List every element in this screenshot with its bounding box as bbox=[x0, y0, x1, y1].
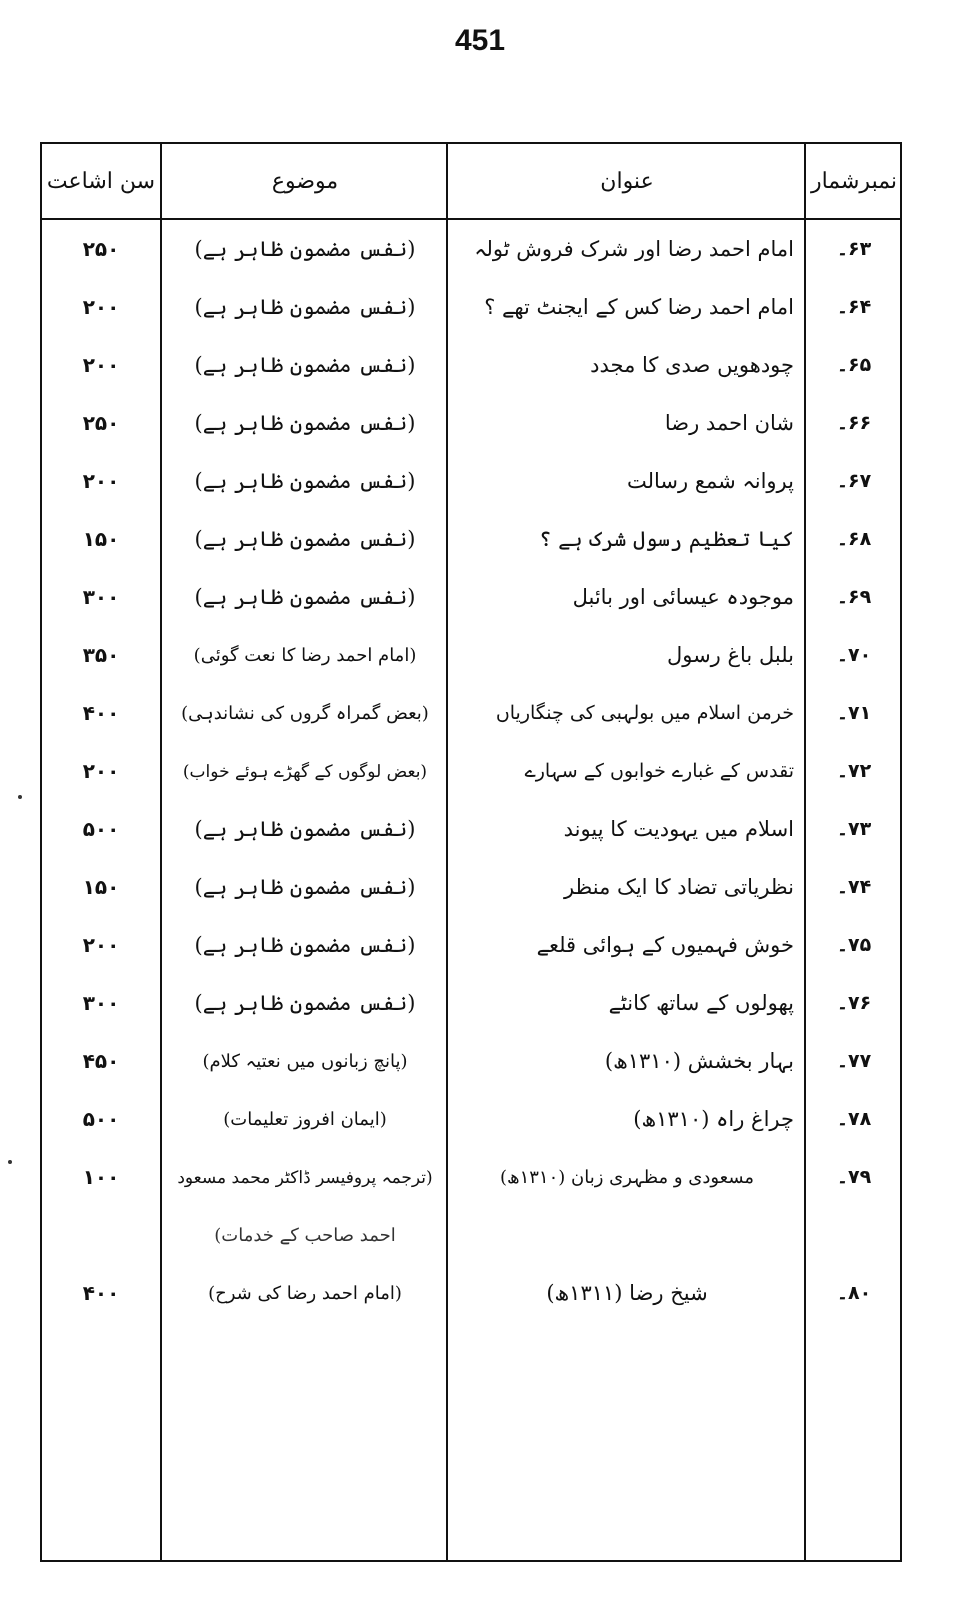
topic-cell: (نفس مضمون ظاہر ہے) bbox=[194, 875, 416, 899]
title-cell: پھولوں کے ساتھ کانٹے bbox=[608, 991, 794, 1015]
year-cell: ۳۰۰ bbox=[82, 585, 120, 609]
table-row bbox=[42, 510, 900, 568]
table-row bbox=[42, 684, 900, 742]
topic-cell: (ایمان افروز تعلیمات) bbox=[223, 1108, 387, 1130]
topic-cell: (نفس مضمون ظاہر ہے) bbox=[194, 295, 416, 319]
number-cell: ۶۵۔ bbox=[836, 354, 872, 376]
year-cell: ۲۰۰ bbox=[82, 469, 120, 493]
year-cell: ۱۵۰ bbox=[82, 527, 120, 551]
year-cell: ۴۰۰ bbox=[82, 701, 120, 725]
table-row bbox=[42, 1148, 900, 1206]
table-row bbox=[42, 336, 900, 394]
year-cell: ۱۰۰ bbox=[82, 1165, 120, 1189]
number-cell: ۷۰۔ bbox=[836, 644, 872, 666]
year-cell: ۳۵۰ bbox=[82, 643, 120, 667]
topic-cell: (ترجمہ پروفیسر ڈاکٹر محمد مسعود bbox=[177, 1167, 433, 1188]
number-cell: ۷۷۔ bbox=[836, 1050, 872, 1072]
title-cell: امام احمد رضا کس کے ایجنٹ تھے ؟ bbox=[484, 295, 794, 319]
topic-cell: (نفس مضمون ظاہر ہے) bbox=[194, 527, 416, 551]
topic-cell: (امام احمد رضا کی شرح) bbox=[208, 1282, 402, 1304]
topic-cell: (بعض لوگوں کے گھڑے ہوئے خواب) bbox=[182, 761, 428, 782]
table-row bbox=[42, 626, 900, 684]
title-cell: شان احمد رضا bbox=[664, 411, 794, 435]
title-cell: بلبل باغ رسول bbox=[666, 643, 794, 667]
year-cell: ۲۰۰ bbox=[82, 295, 120, 319]
header-year: سن اشاعت bbox=[46, 168, 156, 194]
title-cell: کیا تعظیم رسول شرک ہے ؟ bbox=[539, 527, 794, 551]
title-cell: پروانہ شمع رسالت bbox=[627, 469, 794, 493]
topic-cell: (نفس مضمون ظاہر ہے) bbox=[194, 817, 416, 841]
topic-cell: (نفس مضمون ظاہر ہے) bbox=[194, 469, 416, 493]
number-cell: ۷۴۔ bbox=[836, 876, 872, 898]
topic-cell: (امام احمد رضا کا نعت گوئی) bbox=[193, 644, 417, 666]
year-cell: ۱۵۰ bbox=[82, 875, 120, 899]
topic-cell: (بعض گمراہ گروں کی نشاندہی) bbox=[181, 702, 429, 724]
number-cell: ۶۷۔ bbox=[836, 470, 872, 492]
number-cell: ۷۶۔ bbox=[836, 992, 872, 1014]
title-cell: خرمن اسلام میں بولہبی کی چنگاریاں bbox=[495, 702, 794, 724]
title-cell: چودھویں صدی کا مجدد bbox=[590, 353, 794, 377]
year-cell: ۲۵۰ bbox=[82, 237, 120, 261]
title-cell: بہار بخشش (۱۳۱۰ھ) bbox=[604, 1049, 794, 1073]
table-row bbox=[42, 278, 900, 336]
topic-cell: (نفس مضمون ظاہر ہے) bbox=[194, 237, 416, 261]
table-row bbox=[42, 568, 900, 626]
header-title: عنوان bbox=[600, 168, 654, 194]
number-cell: ۶۸۔ bbox=[836, 528, 872, 550]
title-cell: اسلام میں یہودیت کا پیوند bbox=[563, 817, 794, 841]
table-row bbox=[42, 800, 900, 858]
table-body bbox=[42, 220, 900, 1560]
table-row bbox=[42, 1090, 900, 1148]
title-cell: تقدس کے غبارے خوابوں کے سہارے bbox=[524, 760, 794, 782]
year-cell: ۵۰۰ bbox=[82, 817, 120, 841]
table-row bbox=[42, 742, 900, 800]
page-number: 451 bbox=[454, 24, 506, 57]
scan-speck bbox=[18, 795, 22, 799]
table-row bbox=[42, 394, 900, 452]
number-cell: ۶۳۔ bbox=[836, 238, 872, 260]
title-cell: امام احمد رضا اور شرک فروش ٹولہ bbox=[474, 237, 794, 261]
table-row bbox=[42, 1264, 900, 1322]
year-cell: ۲۰۰ bbox=[82, 353, 120, 377]
topic-cell: (نفس مضمون ظاہر ہے) bbox=[194, 585, 416, 609]
number-cell: ۷۵۔ bbox=[836, 934, 872, 956]
table-row-continuation bbox=[42, 1206, 900, 1264]
table-row bbox=[42, 916, 900, 974]
title-cell: موجودہ عیسائی اور بائبل bbox=[572, 585, 794, 609]
year-cell: ۵۰۰ bbox=[82, 1107, 120, 1131]
number-cell: ۷۳۔ bbox=[836, 818, 872, 840]
year-cell: ۲۰۰ bbox=[82, 933, 120, 957]
year-cell: ۲۰۰ bbox=[82, 759, 120, 783]
table-row bbox=[42, 452, 900, 510]
title-cell: نظریاتی تضاد کا ایک منظر bbox=[563, 875, 794, 899]
number-cell: ۶۴۔ bbox=[836, 296, 872, 318]
number-cell: ۷۱۔ bbox=[836, 702, 872, 724]
topic-cell: (نفس مضمون ظاہر ہے) bbox=[194, 411, 416, 435]
number-cell: ۸۰۔ bbox=[836, 1282, 872, 1304]
year-cell: ۳۰۰ bbox=[82, 991, 120, 1015]
topic-cell: (پانچ زبانوں میں نعتیہ کلام) bbox=[202, 1050, 408, 1072]
scan-speck bbox=[8, 1160, 12, 1164]
topic-cell: (نفس مضمون ظاہر ہے) bbox=[194, 933, 416, 957]
table-header bbox=[42, 144, 900, 220]
table-row bbox=[42, 974, 900, 1032]
title-cell: چراغ راہ (۱۳۱۰ھ) bbox=[633, 1107, 794, 1131]
title-cell: شیخ رضا (۱۳۱۱ھ) bbox=[546, 1281, 708, 1305]
topic-cell: (نفس مضمون ظاہر ہے) bbox=[194, 991, 416, 1015]
title-cell: مسعودی و مظہری زبان (۱۳۱۰ھ) bbox=[499, 1166, 755, 1188]
topic-cell-continuation: احمد صاحب کے خدمات) bbox=[214, 1224, 396, 1246]
catalog-table bbox=[40, 142, 902, 1562]
topic-cell: (نفس مضمون ظاہر ہے) bbox=[194, 353, 416, 377]
header-topic: موضوع bbox=[271, 168, 339, 194]
number-cell: ۶۶۔ bbox=[836, 412, 872, 434]
number-cell: ۷۸۔ bbox=[836, 1108, 872, 1130]
year-cell: ۴۰۰ bbox=[82, 1281, 120, 1305]
year-cell: ۴۵۰ bbox=[82, 1049, 120, 1073]
table-row bbox=[42, 858, 900, 916]
table-row bbox=[42, 220, 900, 278]
title-cell: خوش فہمیوں کے ہوائی قلعے bbox=[536, 933, 794, 957]
number-cell: ۶۹۔ bbox=[836, 586, 872, 608]
year-cell: ۲۵۰ bbox=[82, 411, 120, 435]
number-cell: ۷۲۔ bbox=[836, 760, 872, 782]
number-cell: ۷۹۔ bbox=[836, 1166, 872, 1188]
table-row bbox=[42, 1032, 900, 1090]
header-number: نمبرشمار bbox=[810, 168, 898, 194]
